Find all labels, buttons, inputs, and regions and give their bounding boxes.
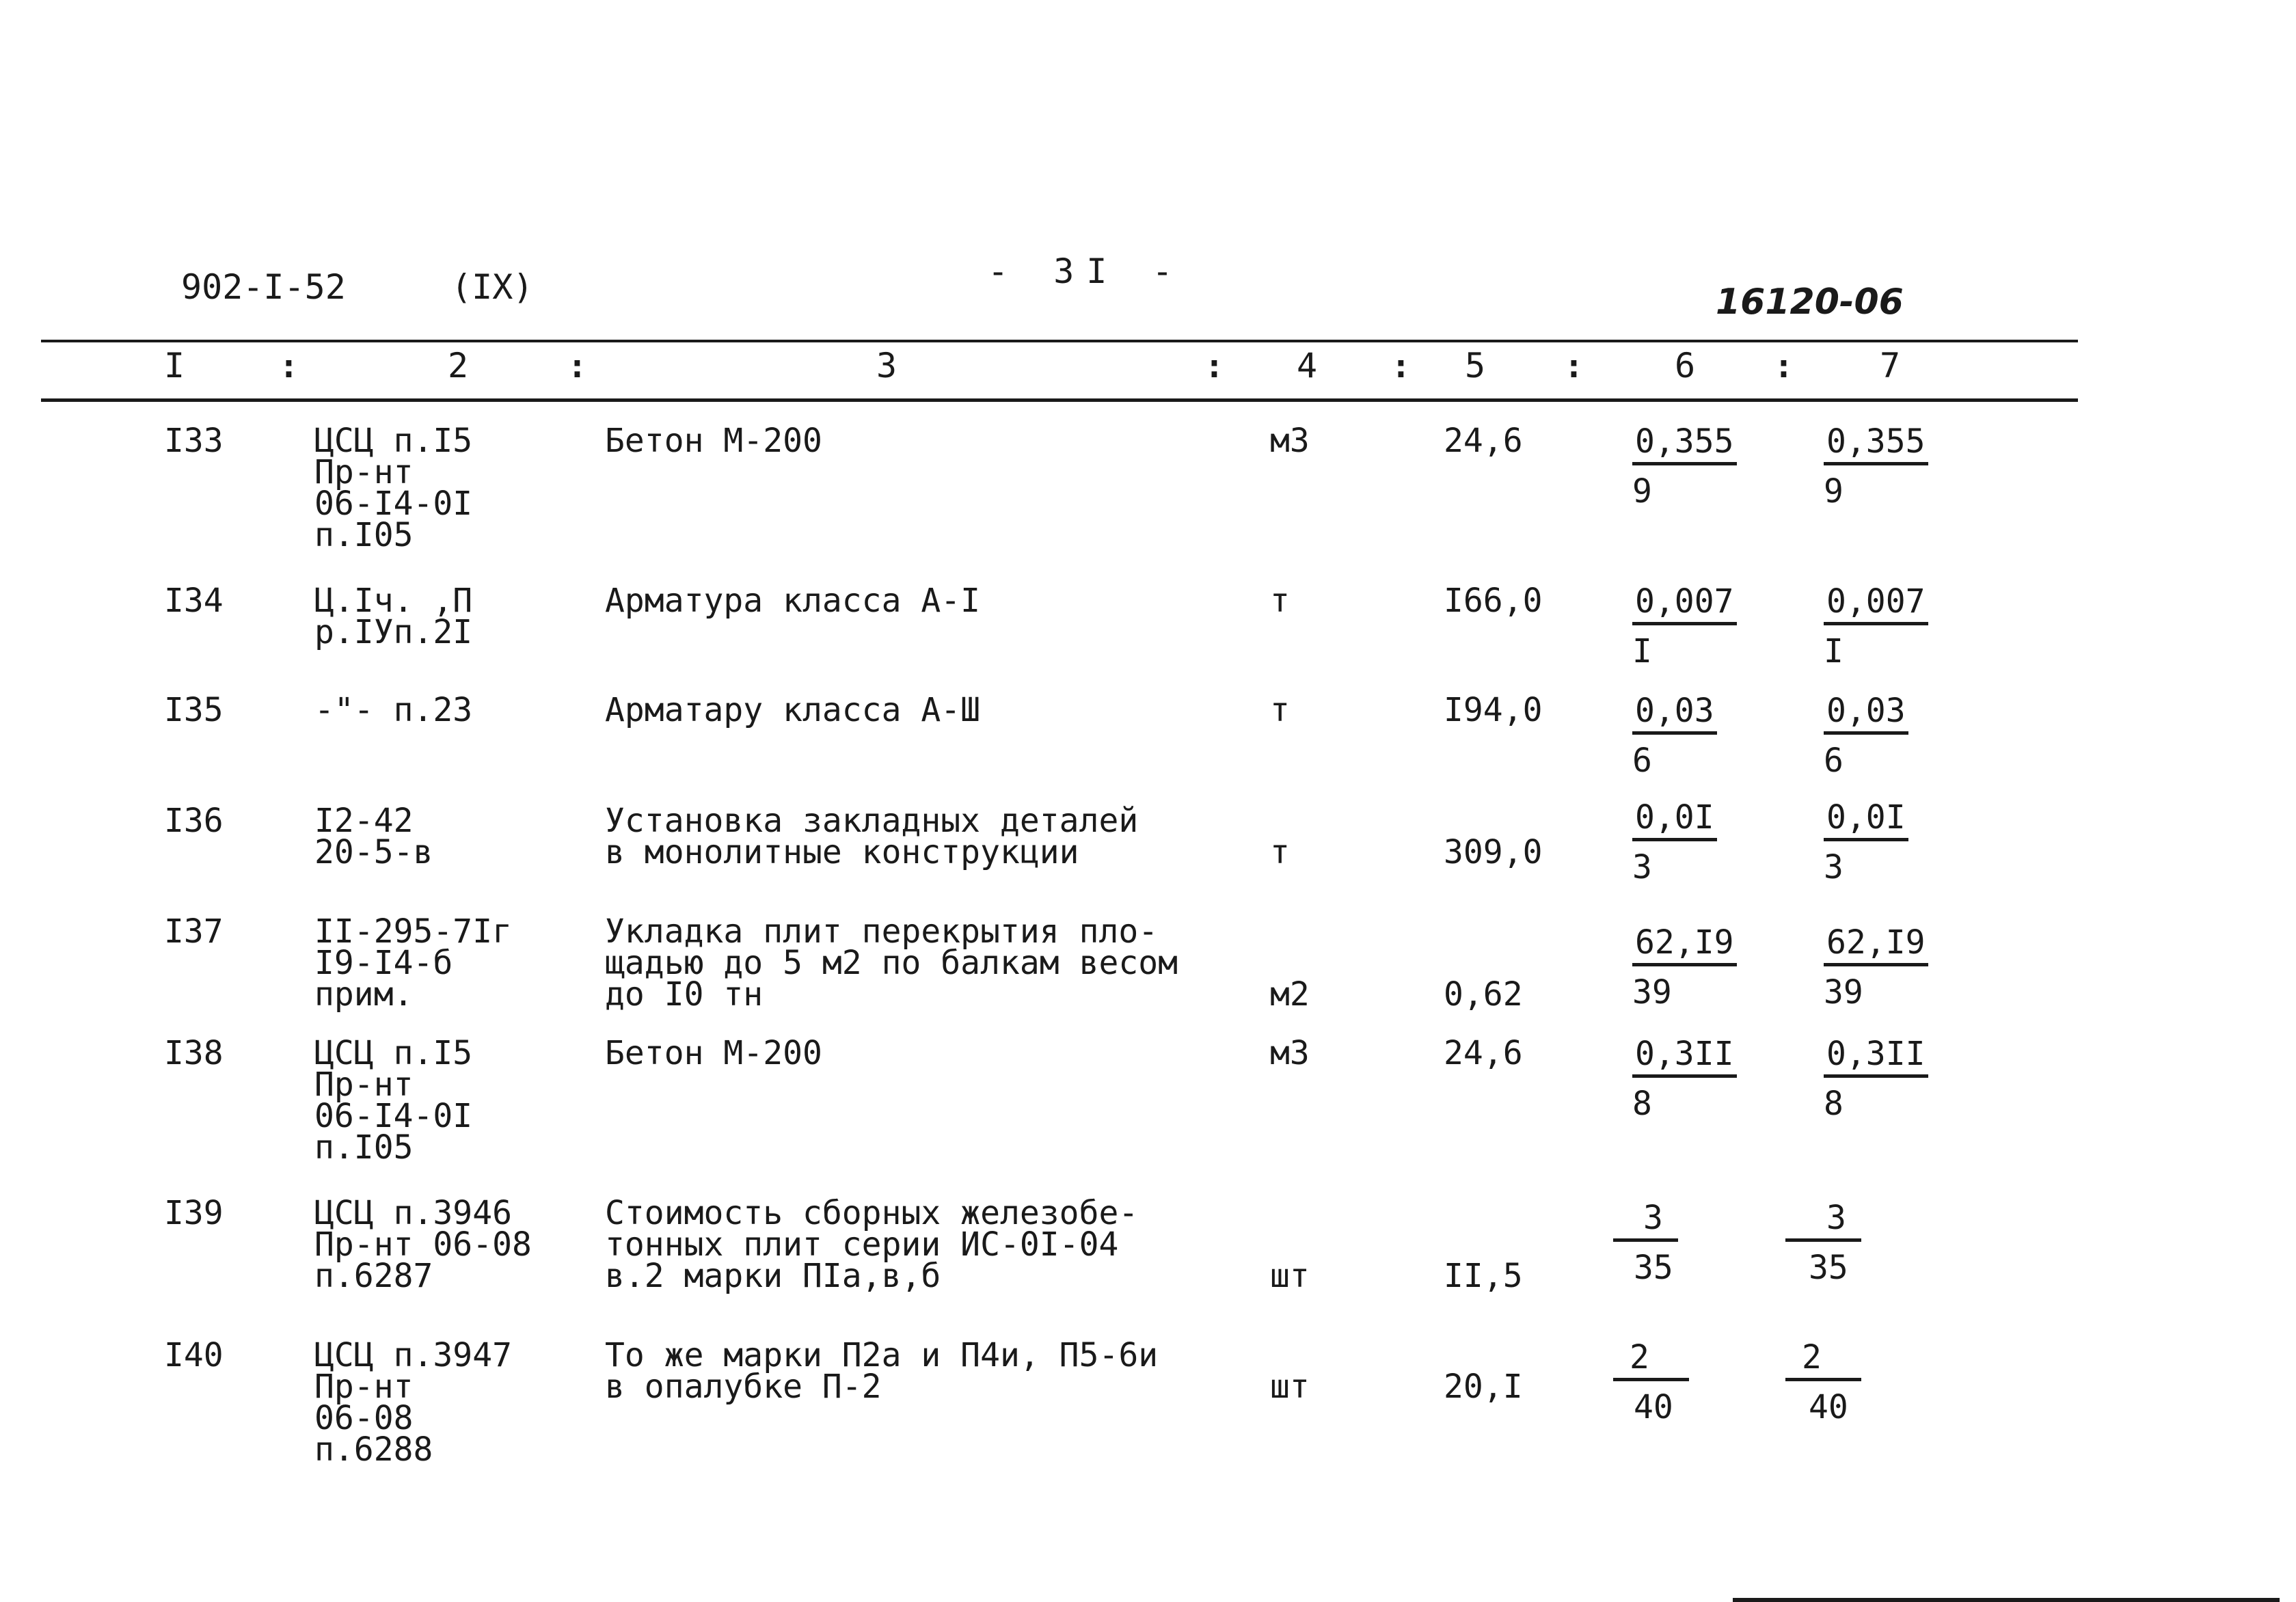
row-col7-fraction	[1824, 692, 1908, 780]
row-unit: шт	[1270, 1368, 1310, 1406]
row-col6-fraction	[1632, 1035, 1737, 1123]
row-name: Укладка плит перекрытия пло- щадью до 5 м2 по балкам весом до I0 тн	[605, 912, 1178, 1014]
row-col6-fraction	[1632, 422, 1737, 511]
row-price: 0,62	[1444, 975, 1523, 1014]
doc-series: 902-I-52	[181, 267, 346, 307]
row-reference: I2-42 20-5-в	[314, 802, 433, 871]
col-header-7: 7	[1880, 346, 1901, 385]
row-number: I33	[164, 422, 224, 460]
row-price: 24,6	[1444, 422, 1523, 460]
row-name: Бетон М-200	[605, 422, 822, 460]
row-reference: ЦСЦ п.3946 Пр-нт 06-08 п.6287	[314, 1194, 532, 1295]
col7-numerator: 0,3II	[1824, 1037, 1928, 1078]
row-name: Стоимость сборных железобе- тонных плит серии ИС-0I-04 в.2 марки ПIа,в,б	[605, 1194, 1139, 1295]
col7-denominator: 35	[1809, 1249, 1848, 1287]
row-number: I35	[164, 691, 224, 729]
col-header-5: 5	[1465, 346, 1486, 385]
row-col7-fraction	[1785, 1199, 1861, 1287]
page-number: - 3I -	[988, 252, 1185, 291]
col6-denominator: 3	[1632, 848, 1652, 886]
col-separator: :	[567, 347, 587, 385]
col7-numerator: 0,007	[1824, 585, 1928, 625]
row-reference: -"- п.23	[314, 691, 473, 729]
row-unit: м2	[1270, 975, 1310, 1014]
row-reference: ЦСЦ п.I5 Пр-нт 06-I4-0I п.I05	[314, 1034, 473, 1167]
col-separator: :	[1391, 347, 1411, 385]
row-number: I34	[164, 582, 224, 620]
row-col7-fraction	[1824, 582, 1928, 670]
row-price: I66,0	[1444, 582, 1543, 620]
col7-denominator: 6	[1824, 742, 1843, 780]
col-header-2: 2	[448, 346, 469, 385]
row-price: II,5	[1444, 1257, 1523, 1295]
row-name: Бетон М-200	[605, 1034, 822, 1072]
col6-denominator: 40	[1634, 1388, 1673, 1426]
row-name: Арматару класса А-Ш	[605, 691, 981, 729]
volume-label: (IX)	[451, 267, 534, 307]
row-number: I37	[164, 912, 224, 951]
row-price: 309,0	[1444, 833, 1543, 871]
row-col7-fraction	[1824, 923, 1928, 1012]
row-unit: шт	[1270, 1257, 1310, 1295]
row-reference: ЦСЦ п.I5 Пр-нт 06-I4-0I п.I05	[314, 422, 473, 554]
col7-numerator: 2	[1785, 1341, 1861, 1381]
row-number: I38	[164, 1034, 224, 1072]
col-separator: :	[1204, 347, 1224, 385]
col7-denominator: I	[1824, 632, 1843, 670]
header-top-rule	[41, 340, 2078, 342]
col6-numerator: 62,I9	[1632, 926, 1737, 966]
col-separator: :	[1564, 347, 1584, 385]
col6-denominator: 39	[1632, 973, 1672, 1012]
col7-denominator: 39	[1824, 973, 1863, 1012]
col-header-4: 4	[1297, 346, 1318, 385]
row-col6-fraction	[1613, 1199, 1678, 1287]
col-header-3: 3	[876, 346, 897, 385]
col6-denominator: 6	[1632, 742, 1652, 780]
row-unit: м3	[1270, 422, 1310, 460]
col6-denominator: 8	[1632, 1085, 1652, 1123]
col7-numerator: 0,355	[1824, 425, 1928, 465]
col7-denominator: 3	[1824, 848, 1843, 886]
col7-numerator: 3	[1785, 1202, 1861, 1242]
col-header-1: I	[164, 346, 185, 385]
col7-numerator: 62,I9	[1824, 926, 1928, 966]
row-name: Арматура класса А-I	[605, 582, 981, 620]
row-reference: II-295-7Iг I9-I4-б прим.	[314, 912, 512, 1014]
row-col6-fraction	[1632, 692, 1717, 780]
row-name: Установка закладных деталей в монолитные конструкции	[605, 802, 1139, 871]
bottom-rule	[1733, 1598, 2280, 1602]
col-header-6: 6	[1675, 346, 1696, 385]
col7-denominator: 9	[1824, 472, 1843, 511]
col6-numerator: 0,0I	[1632, 801, 1717, 841]
row-name: То же марки П2а и П4и, П5-6и в опалубке П-2	[605, 1336, 1159, 1406]
row-col7-fraction	[1824, 798, 1908, 886]
doc-code: 16120-06	[1716, 282, 1904, 323]
row-col6-fraction	[1613, 1338, 1689, 1426]
col6-numerator: 0,03	[1632, 694, 1717, 735]
row-number: I39	[164, 1194, 224, 1232]
col6-denominator: 35	[1634, 1249, 1673, 1287]
col6-numerator: 0,007	[1632, 585, 1737, 625]
col7-numerator: 0,0I	[1824, 801, 1908, 841]
col7-numerator: 0,03	[1824, 694, 1908, 735]
col6-numerator: 0,355	[1632, 425, 1737, 465]
col-separator: :	[1774, 347, 1794, 385]
col-separator: :	[279, 347, 299, 385]
row-unit: т	[1270, 691, 1290, 729]
row-unit: т	[1270, 582, 1290, 620]
row-number: I40	[164, 1336, 224, 1374]
col6-numerator: 3	[1613, 1202, 1678, 1242]
row-reference: Ц.Iч. ,П р.IУп.2I	[314, 582, 473, 651]
row-unit: м3	[1270, 1034, 1310, 1072]
row-price: 20,I	[1444, 1368, 1523, 1406]
col7-denominator: 8	[1824, 1085, 1843, 1123]
row-number: I36	[164, 802, 224, 840]
col6-numerator: 2	[1613, 1341, 1689, 1381]
row-price: I94,0	[1444, 691, 1543, 729]
row-unit: т	[1270, 833, 1290, 871]
row-col7-fraction	[1824, 422, 1928, 511]
col6-numerator: 0,3II	[1632, 1037, 1737, 1078]
col7-denominator: 40	[1809, 1388, 1848, 1426]
row-col7-fraction	[1824, 1035, 1928, 1123]
row-col7-fraction	[1785, 1338, 1861, 1426]
row-col6-fraction	[1632, 582, 1737, 670]
header-bottom-rule	[41, 398, 2078, 402]
row-col6-fraction	[1632, 798, 1717, 886]
row-price: 24,6	[1444, 1034, 1523, 1072]
row-col6-fraction	[1632, 923, 1737, 1012]
col6-denominator: 9	[1632, 472, 1652, 511]
row-reference: ЦСЦ п.3947 Пр-нт 06-08 п.6288	[314, 1336, 512, 1469]
col6-denominator: I	[1632, 632, 1652, 670]
